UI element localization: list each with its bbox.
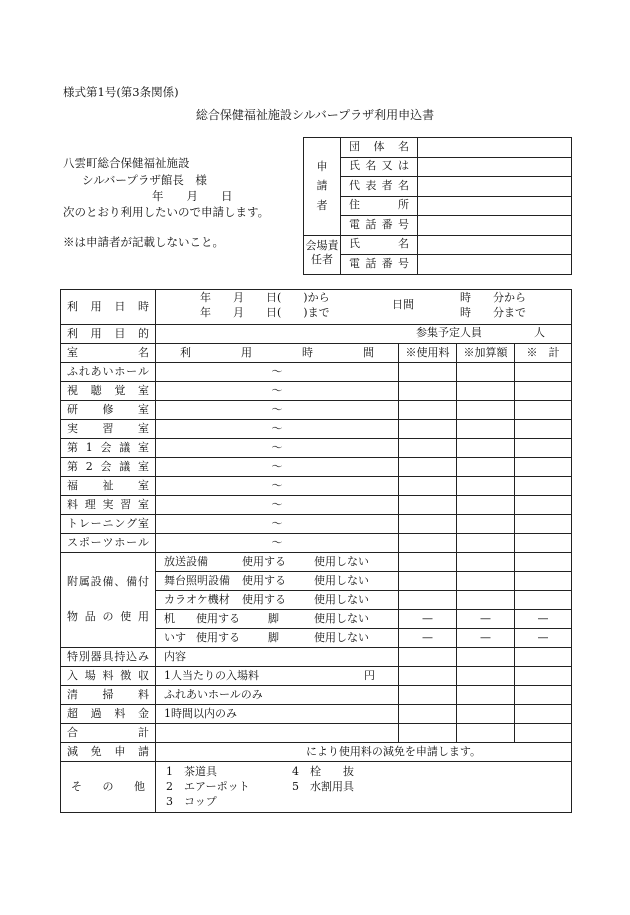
- total-cell: [515, 401, 572, 420]
- equipment-name: カラオケ機材: [164, 592, 230, 606]
- applicant-table: [303, 137, 572, 275]
- add-cell: [457, 667, 515, 686]
- add-cell: [457, 705, 515, 724]
- nouse-option[interactable]: 使用しない: [314, 554, 369, 568]
- fee-cell: [399, 705, 457, 724]
- attendees-label: 参集予定人員: [416, 326, 482, 339]
- equipment-row[interactable]: [156, 553, 399, 572]
- use-option[interactable]: 使用する: [196, 611, 240, 625]
- fee-cell: [399, 534, 457, 553]
- use-option[interactable]: 使用する: [242, 554, 286, 568]
- furniture-unit: 脚: [268, 611, 279, 625]
- nouse-option[interactable]: 使用しない: [314, 611, 369, 625]
- add-cell: [457, 553, 515, 572]
- add-cell: [457, 591, 515, 610]
- add-cell: [457, 534, 515, 553]
- col-fee-header: ※使用料: [399, 344, 457, 363]
- venue-phone-input[interactable]: [418, 255, 572, 275]
- table-row: [61, 439, 572, 458]
- admission-text: 1人当たりの入場料: [164, 668, 259, 682]
- total-dash: —: [515, 629, 572, 648]
- total-cell: [515, 591, 572, 610]
- total-cell: [515, 515, 572, 534]
- total-cell: [515, 382, 572, 401]
- venue-field-name: 氏 名: [349, 237, 409, 251]
- time-input[interactable]: 〜: [156, 496, 399, 515]
- add-cell: [457, 439, 515, 458]
- room-name: ス ポ ー ツ ホ ー ル: [67, 535, 149, 549]
- add-cell: [457, 496, 515, 515]
- time-from: 時 分から: [460, 291, 526, 304]
- overtime-label: 超 過 料 金: [67, 706, 149, 720]
- nouse-option[interactable]: 使用しない: [314, 573, 369, 587]
- cleaning-label: 清 掃 料: [67, 687, 149, 701]
- field-phone: 電 話 番 号: [349, 217, 409, 231]
- time-input[interactable]: 〜: [156, 458, 399, 477]
- use-date-cell[interactable]: [156, 290, 572, 325]
- addressee-line1: 八雲町総合保健福祉施設: [63, 156, 190, 170]
- add-cell: [457, 420, 515, 439]
- field-name: 氏 名 又 は: [349, 159, 409, 173]
- col-room-header: 室 名: [67, 345, 149, 359]
- field-representative: 代 表 者 名: [349, 178, 409, 192]
- overtime-value: 1時間以内のみ: [156, 705, 399, 724]
- add-cell: [457, 401, 515, 420]
- table-row: [61, 401, 572, 420]
- use-option[interactable]: 使用する: [242, 573, 286, 587]
- other-item: 3 コップ: [166, 795, 217, 808]
- furniture-row[interactable]: [156, 629, 399, 648]
- equipment-row[interactable]: [156, 572, 399, 591]
- col-total-header: ※ 計: [515, 344, 572, 363]
- time-input[interactable]: 〜: [156, 401, 399, 420]
- room-name: 料 理 実 習 室: [67, 497, 149, 511]
- total-cell: [515, 420, 572, 439]
- furniture-name: 机: [164, 611, 175, 625]
- fee-cell: [399, 401, 457, 420]
- other-item: 4 栓 抜: [292, 765, 354, 778]
- total-cell: [515, 572, 572, 591]
- add-dash: —: [457, 610, 515, 629]
- admission-value[interactable]: [156, 667, 399, 686]
- venue-manager-label: 会場責任者: [304, 235, 341, 274]
- fee-cell: [399, 420, 457, 439]
- room-name: 福 祉 室: [67, 478, 149, 492]
- fee-cell: [399, 724, 457, 743]
- total-cell: [515, 534, 572, 553]
- add-cell: [457, 382, 515, 401]
- room-name: 第 1 会 議 室: [67, 440, 149, 454]
- total-cell: [515, 724, 572, 743]
- cleaning-value: ふれあいホールのみ: [156, 686, 399, 705]
- table-row: [61, 382, 572, 401]
- add-cell: [457, 363, 515, 382]
- add-dash: —: [457, 629, 515, 648]
- nouse-option[interactable]: 使用しない: [314, 592, 369, 606]
- room-name: 研 修 室: [67, 402, 149, 416]
- total-dash: —: [515, 610, 572, 629]
- fee-cell: [399, 496, 457, 515]
- use-option[interactable]: 使用する: [196, 630, 240, 644]
- time-input[interactable]: 〜: [156, 515, 399, 534]
- add-cell: [457, 458, 515, 477]
- page-title: 総合保健福祉施設シルバープラザ利用申込書: [195, 108, 435, 122]
- table-row: [61, 458, 572, 477]
- date-from: 年 月 日( )から: [200, 291, 330, 304]
- items-label: 物 品 の 使 用: [67, 610, 149, 623]
- furniture-unit: 脚: [268, 630, 279, 644]
- table-row: [61, 477, 572, 496]
- fee-cell: [399, 382, 457, 401]
- exemption-label: 減 免 申 請: [67, 744, 149, 758]
- fee-cell: [399, 458, 457, 477]
- total-cell: [515, 363, 572, 382]
- add-cell: [457, 477, 515, 496]
- add-cell: [457, 724, 515, 743]
- time-input[interactable]: 〜: [156, 477, 399, 496]
- other-label: そ の 他: [71, 779, 145, 793]
- total-spacer: [156, 724, 399, 743]
- table-row: [61, 534, 572, 553]
- fee-cell: [399, 648, 457, 667]
- room-name: 第 2 会 議 室: [67, 459, 149, 473]
- fee-cell: [399, 667, 457, 686]
- col-add-header: ※加算額: [457, 344, 515, 363]
- equipment-row[interactable]: [156, 591, 399, 610]
- form-number: 様式第1号(第3条関係): [63, 85, 179, 99]
- col-time-header: 利 用 時 間: [180, 345, 374, 359]
- other-item: 5 水割用具: [292, 780, 354, 793]
- venue-name-input[interactable]: [418, 235, 572, 255]
- use-date-label: 利 用 日 時: [67, 299, 149, 313]
- room-name: ふ れ あ い ホ ー ル: [67, 364, 149, 378]
- total-cell: [515, 477, 572, 496]
- equipment-label: 附 属 設 備 、 備 付: [67, 575, 149, 589]
- total-cell: [515, 458, 572, 477]
- request-date: 年 月 日: [152, 189, 233, 203]
- fee-cell: [399, 591, 457, 610]
- addressee-line2: シルバープラザ館長 様: [82, 173, 207, 187]
- other-cell: [156, 762, 572, 813]
- note-text: ※は申請者が記載しないこと。: [63, 235, 224, 249]
- table-row: [61, 515, 572, 534]
- time-to: 時 分まで: [460, 306, 526, 319]
- furniture-name: いす: [164, 630, 186, 644]
- field-group-name: 団 体 名: [349, 139, 409, 153]
- fee-dash: —: [399, 629, 457, 648]
- days-label: 日間: [392, 298, 414, 311]
- time-input[interactable]: 〜: [156, 439, 399, 458]
- fee-cell: [399, 477, 457, 496]
- add-cell: [457, 572, 515, 591]
- date-to: 年 月 日( )まで: [200, 306, 330, 319]
- room-name: 視 聴 覚 室: [67, 383, 149, 397]
- address-input[interactable]: [418, 196, 572, 216]
- table-row: [61, 363, 572, 382]
- representative-input[interactable]: [418, 177, 572, 197]
- total-cell: [515, 686, 572, 705]
- applicant-group-label: 申請者: [304, 138, 341, 236]
- add-cell: [457, 686, 515, 705]
- special-label: 特 別 器 具 持 込 み: [67, 649, 149, 663]
- equipment-name: 舞台照明設備: [164, 573, 230, 587]
- purpose-label: 利 用 目 的: [67, 326, 149, 340]
- equipment-name: 放送設備: [164, 554, 208, 568]
- other-item: 1 茶道具: [166, 765, 217, 778]
- nouse-option[interactable]: 使用しない: [314, 630, 369, 644]
- fee-cell: [399, 439, 457, 458]
- admission-unit: 円: [364, 668, 375, 682]
- fee-cell: [399, 515, 457, 534]
- exemption-value[interactable]: により使用料の減免を申請します。: [156, 743, 572, 762]
- table-row: [61, 420, 572, 439]
- total-cell: [515, 667, 572, 686]
- other-item: 2 エアーポット: [166, 780, 250, 793]
- name-input[interactable]: [418, 157, 572, 177]
- table-row: [61, 496, 572, 515]
- fee-cell: [399, 363, 457, 382]
- phone-input[interactable]: [418, 216, 572, 236]
- total-cell: [515, 705, 572, 724]
- total-cell: [515, 439, 572, 458]
- furniture-row[interactable]: [156, 610, 399, 629]
- venue-field-phone: 電 話 番 号: [349, 256, 409, 270]
- add-cell: [457, 648, 515, 667]
- fee-dash: —: [399, 610, 457, 629]
- total-cell: [515, 496, 572, 515]
- field-address: 住 所: [349, 198, 409, 212]
- time-input[interactable]: 〜: [156, 420, 399, 439]
- total-cell: [515, 553, 572, 572]
- admission-label: 入 場 料 徴 収: [67, 668, 149, 682]
- time-input[interactable]: 〜: [156, 534, 399, 553]
- fee-cell: [399, 686, 457, 705]
- total-cell: [515, 648, 572, 667]
- usage-table: [60, 289, 572, 813]
- attendees-unit: 人: [534, 326, 545, 339]
- time-input[interactable]: 〜: [156, 363, 399, 382]
- fee-cell: [399, 572, 457, 591]
- add-cell: [457, 515, 515, 534]
- purpose-cell[interactable]: [156, 325, 572, 344]
- room-name: 実 習 室: [67, 421, 149, 435]
- special-value[interactable]: 内容: [156, 648, 399, 667]
- room-name: ト レ ー ニ ン グ 室: [67, 516, 149, 530]
- request-statement: 次のとおり利用したいので申請します。: [63, 205, 270, 219]
- fee-cell: [399, 553, 457, 572]
- group-name-input[interactable]: [418, 138, 572, 158]
- total-label: 合 計: [67, 725, 149, 739]
- time-input[interactable]: 〜: [156, 382, 399, 401]
- use-option[interactable]: 使用する: [242, 592, 286, 606]
